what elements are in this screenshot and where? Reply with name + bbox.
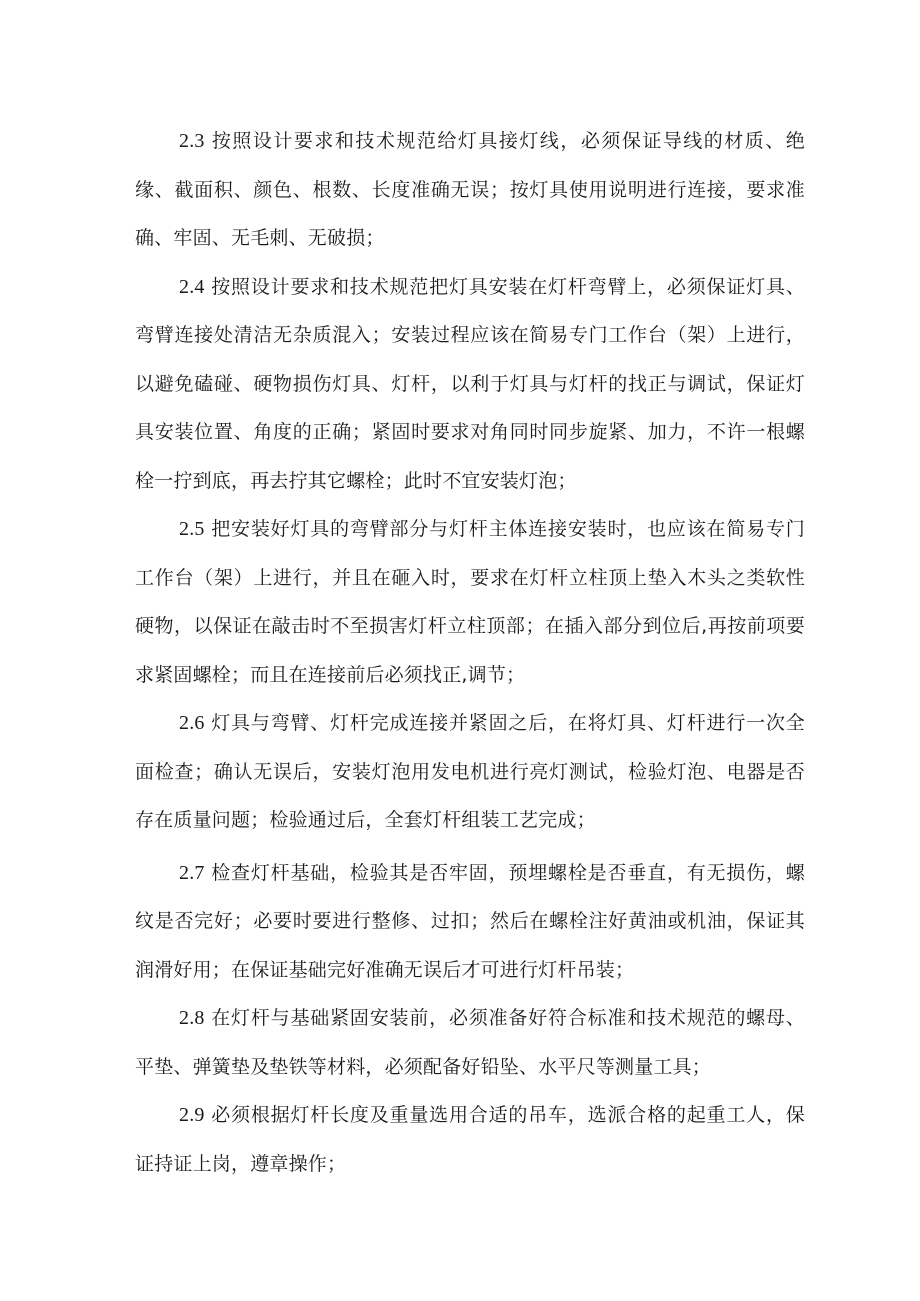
paragraph-2-9 — [135, 1091, 805, 1188]
document-body — [135, 117, 805, 1188]
paragraph-number: 2.7 — [179, 861, 205, 884]
paragraph-text: 检查灯杆基础，检验其是否牢固，预埋螺栓是否垂直，有无损伤，螺纹是否完好；必要时要进行整修、过扣；然后在螺栓注好黄油或机油，保证其润滑好用；在保证基础完好准确无误后才可进行灯杆吊装； — [135, 861, 805, 981]
paragraph-2-4 — [135, 263, 805, 506]
paragraph-text: 在灯杆与基础紧固安装前，必须准备好符合标准和技术规范的螺母、平垫、弹簧垫及垫铁等材料，必须配备好铅坠、水平尺等测量工具； — [135, 1007, 805, 1078]
paragraph-number: 2.3 — [179, 130, 205, 152]
paragraph-number: 2.9 — [179, 1104, 205, 1126]
paragraph-2-5 — [135, 505, 805, 699]
paragraph-text: 按照设计要求和技术规范给灯具接灯线，必须保证导线的材质、绝缘、截面积、颜色、根数、长度准确无误；按灯具使用说明进行连接，要求准确、牢固、无毛刺、无破损； — [135, 130, 805, 249]
paragraph-number: 2.5 — [179, 518, 205, 540]
paragraph-number: 2.6 — [179, 712, 205, 734]
paragraph-text: 必须根据灯杆长度及重量选用合适的吊车，选派合格的起重工人，保证持证上岗，遵章操作； — [135, 1104, 805, 1175]
paragraph-number: 2.4 — [179, 275, 205, 298]
paragraph-text: 灯具与弯臂、灯杆完成连接并紧固之后，在将灯具、灯杆进行一次全面检查；确认无误后，安装灯泡用发电机进行亮灯测试，检验灯泡、电器是否存在质量问题；检验通过后，全套灯杆组装工艺完成； — [135, 712, 805, 831]
paragraph-text: 按照设计要求和技术规范把灯具安装在灯杆弯臂上，必须保证灯具、弯臂连接处清洁无杂质混入；安装过程应该在简易专门工作台（架）上进行，以避免磕碰、硬物损伤灯具、灯杆，以利于灯具与灯杆的找正与调试，保证灯具安装位置、角度的正确；紧固时要求对角同时同步旋紧、加力，不许一根螺栓一拧到底，再去拧其它螺栓；此时不宜安装灯泡； — [135, 275, 805, 492]
paragraph-text: 把安装好灯具的弯臂部分与灯杆主体连接安装时，也应该在简易专门工作台（架）上进行，并且在砸入时，要求在灯杆立柱顶上垫入木头之类软性硬物，以保证在敲击时不至损害灯杆立柱顶部；在插入部分到位后,再按前项要求紧固螺栓；而且在连接前后必须找正,调节； — [135, 518, 805, 686]
paragraph-2-8 — [135, 994, 805, 1091]
paragraph-number: 2.8 — [179, 1007, 205, 1029]
paragraph-2-6 — [135, 699, 805, 845]
paragraph-2-3 — [135, 117, 805, 263]
paragraph-2-7 — [135, 849, 805, 995]
